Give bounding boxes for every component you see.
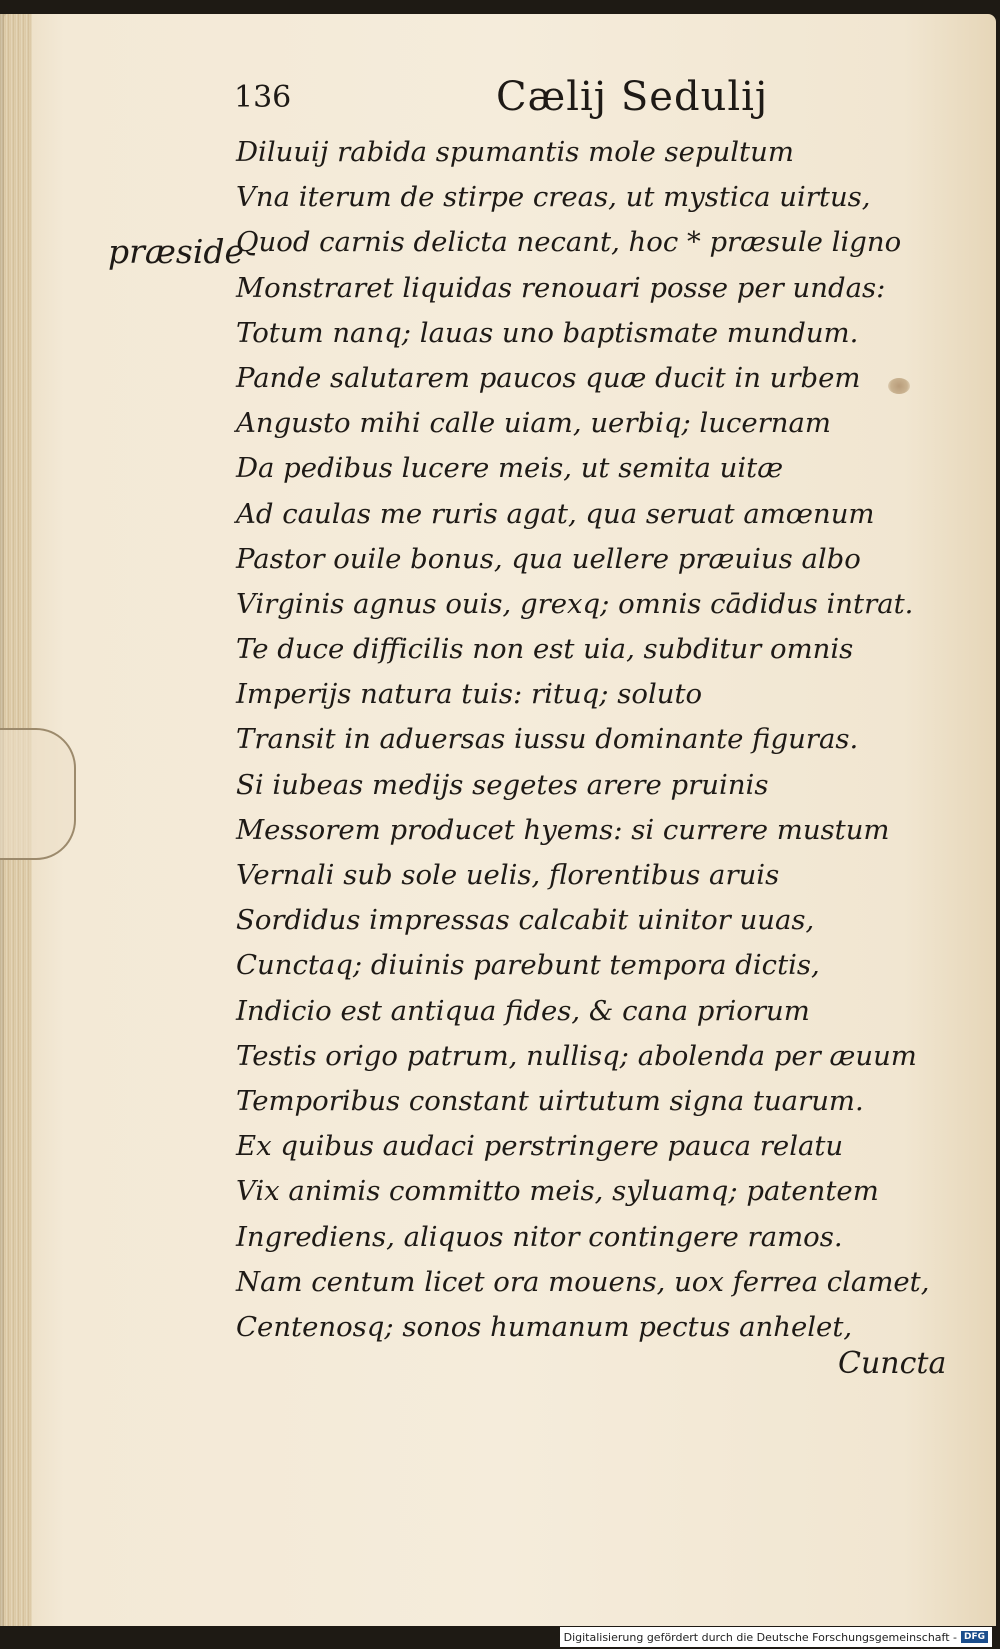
verse-line: Temporibus constant uirtutum signa tuarum. [236,1084,864,1117]
verse-line: Messorem producet hyems: si currere mustum [236,813,890,846]
verse-line: Diluuij rabida spumantis mole sepultum [236,136,794,168]
verse-line: Te duce difficilis non est uia, subditur omnis [236,633,854,666]
verse-line: Nam centum licet ora mouens, uox ferrea clamet, [236,1265,930,1298]
verse-line: Cunctaq; diuinis parebunt tempora dictis, [236,949,820,982]
verse-line: Sordidus impressas calcabit uinitor uuas, [236,904,815,937]
verse-line: Imperijs natura tuis: rituq; soluto [236,678,703,711]
verse-line: Ad caulas me ruris agat, qua seruat amœnum [236,497,875,530]
verse-line: Si iubeas medijs segetes arere pruinis [236,768,769,801]
dfg-logo: DFG [961,1631,988,1643]
verse-line: Centenosq; sonos humanum pectus anhelet, [236,1310,853,1343]
verse-line: Pande salutarem paucos quæ ducit in urbem [236,361,861,394]
verse-line: Ex quibus audaci perstringere pauca relatu [236,1130,844,1163]
catchword: Cuncta [838,1346,947,1381]
verse-line: Monstraret liquidas renouari posse per undas: [236,271,886,304]
verse-line: Quod carnis delicta necant, hoc * præsule ligno [236,226,902,259]
footer-credit: Digitalisierung gefördert durch die Deutsche Forschungsgemeinschaft - [563,1630,957,1644]
verse-line: Virginis agnus ouis, grexq; omnis cādidus intrat. [236,587,914,620]
verse-line: Testis origo patrum, nullisq; abolenda per æuum [236,1039,917,1072]
verse-line: Indicio est antiqua fides, & cana priorum [236,994,810,1027]
verse-line: Vernali sub sole uelis, florentibus aruis [236,859,780,891]
verse-line: Ingrediens, aliquos nitor contingere ramos. [236,1220,843,1253]
margin-note: præside [108,232,245,271]
verse-line: Da pedibus lucere meis, ut semita uitæ [236,452,784,485]
running-head: Cælij Sedulij [496,74,769,120]
verse-line: Transit in aduersas iussu dominante figuras. [236,723,859,756]
verse-list [236,130,936,1350]
page-number: 136 [234,80,292,115]
verse-line: Vna iterum de stirpe creas, ut mystica uirtus, [236,181,871,214]
verse-line: Vix animis committo meis, syluamq; patentem [236,1175,879,1208]
verse-line: Angusto mihi calle uiam, uerbiq; lucernam [236,407,831,440]
digitization-footer [560,1627,992,1647]
verse-line: Totum nanq; lauas uno baptismate mundum. [236,316,859,349]
verse-line: Pastor ouile bonus, qua uellere præuius albo [236,542,861,575]
bookmark-tab [0,728,76,860]
